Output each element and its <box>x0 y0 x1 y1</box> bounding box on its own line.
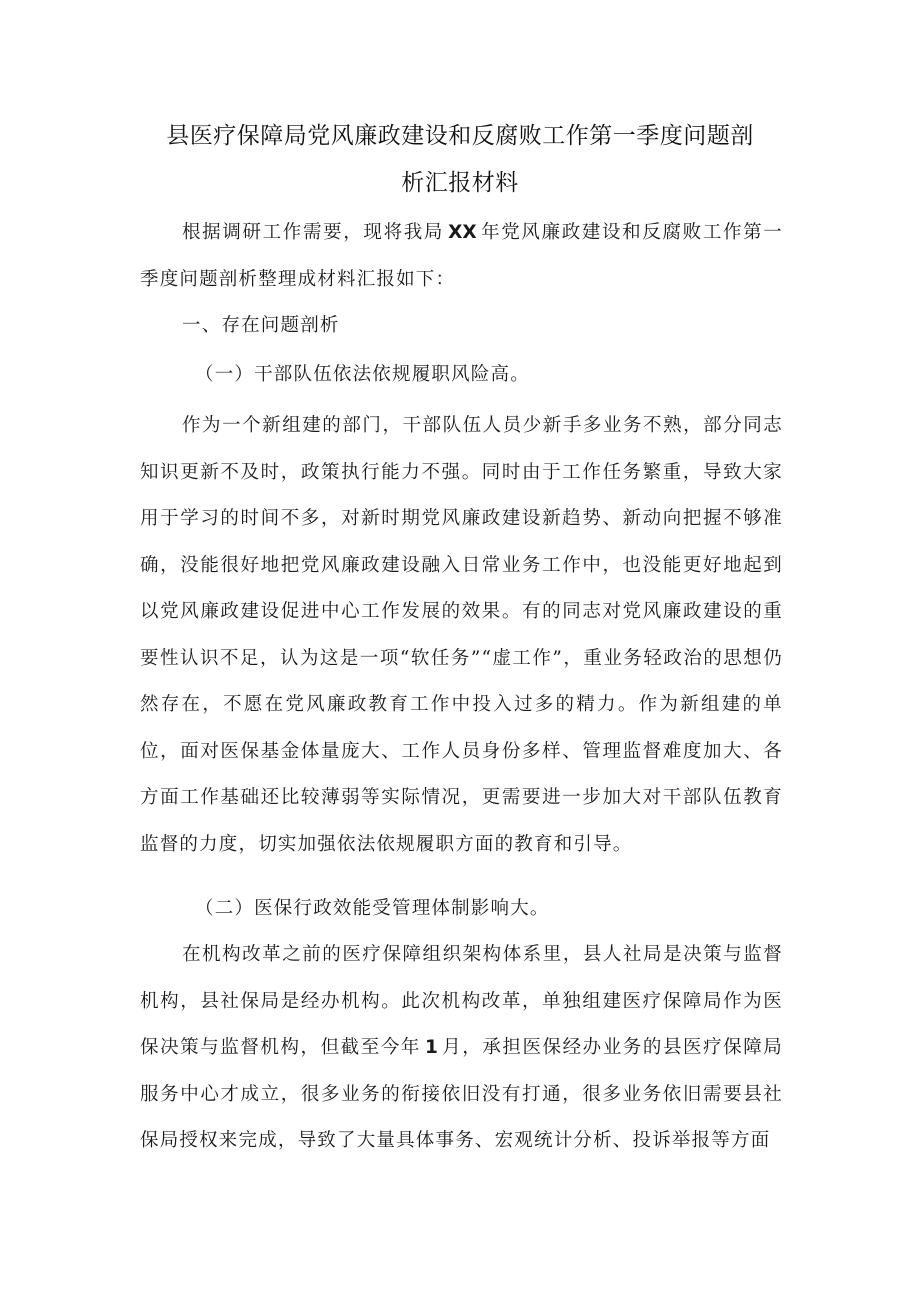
intro-text-after: 年党风廉政建设和反腐败工作第一季度问题剖析整理成材料汇报如下： <box>140 222 783 290</box>
subsection-2-month-bold: 1 <box>424 1037 438 1058</box>
subsection-2-text-after: 月，承担医保经办业务的县医疗保障局服务中心才成立，很多业务的衔接依旧没有打通，很多业务依旧需要县社保局授权来完成，导致了大量具体事务、宏观统计分析、投诉举报等方面 <box>140 1037 783 1151</box>
section-one-heading: 一、存在问题剖析 <box>182 315 340 336</box>
subsection-1-paragraph: 作为一个新组建的部门，干部队伍人员少新手多业务不熟，部分同志知识更新不及时，政策执行能力不强。同时由于工作任务繁重，导致大家用于学习的时间不多，对新时期党风廉政建设新趋势、新动向把握不够准确，没能很好地把党风廉政建设融入日常业务工作中，也没能更好地起到以党风廉政建设促进中心工作发展的效果。有的同志对党风廉政建设的重要性认识不足，认为这是一项“软任务”“虚工作”，重业务轻政治的思想仍然存在，不愿在党风廉政教育工作中投入过多的精力。作为新组建的单位，面对医保基金体量庞大、工作人员身份多样、管理监督难度加大、各方面工作基础还比较薄弱等实际情况，更需要进一步加大对干部队伍教育监督的力度，切实加强依法依规履职方面的教育和引导。 <box>140 415 783 855</box>
subsection-1-heading: （一）干部队伍依法依规履职风险高。 <box>195 364 530 385</box>
intro-text-before: 根据调研工作需要，现将我局 <box>182 222 445 243</box>
document-title-line-2: 析汇报材料 <box>401 170 519 196</box>
document-title-line-1: 县医疗保障局党风廉政建设和反腐败工作第一季度问题剖 <box>166 123 754 149</box>
intro-year-bold: XX <box>448 222 477 243</box>
subsection-2-paragraph <box>140 932 783 1165</box>
intro-paragraph <box>140 210 783 303</box>
subsection-2-heading: （二）医保行政效能受管理体制影响大。 <box>195 898 550 919</box>
subsection-2-text-before: 在机构改革之前的医疗保障组织架构体系里，县人社局是决策与监督机构，县社保局是经办机构。此次机构改革，单独组建医疗保障局作为医保决策与监督机构，但截至今年 <box>140 944 783 1058</box>
